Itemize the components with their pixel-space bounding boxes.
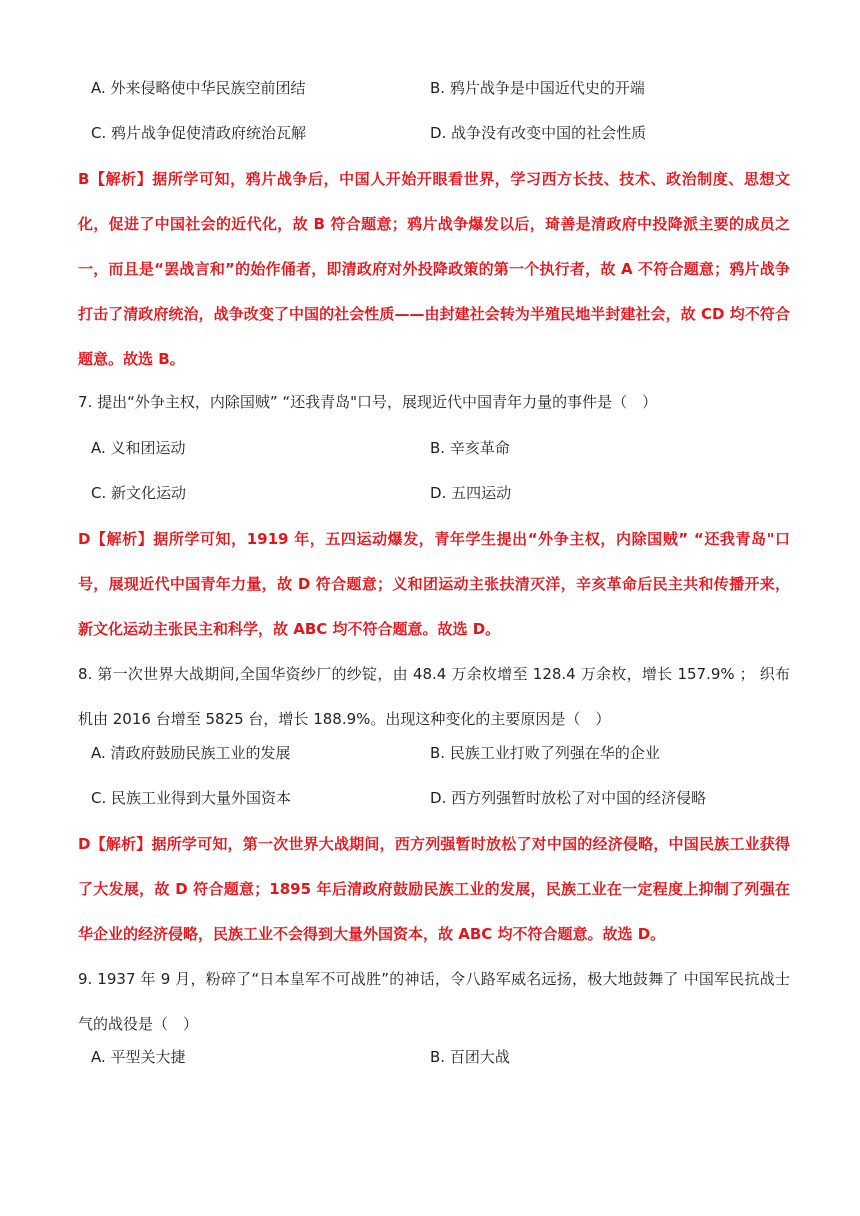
q9-stem: 9. 1937 年 9 月，粉碎了“日本皇军不可战胜”的神话，令八路军威名远扬，极大地鼓舞了 中国军民抗战士气的战役是（ ） — [78, 970, 790, 1033]
q8-option-a: A. 清政府鼓励民族工业的发展 — [91, 744, 291, 762]
q7-option-d: D. 五四运动 — [430, 484, 512, 502]
q7-option-a: A. 义和团运动 — [91, 439, 186, 457]
q6-option-a: A. 外来侵略使中华民族空前团结 — [91, 79, 306, 97]
q6-option-c: C. 鸦片战争促使清政府统治瓦解 — [91, 124, 307, 142]
q8-option-d: D. 西方列强暂时放松了对中国的经济侵略 — [430, 789, 707, 807]
q6-analysis: B【解析】据所学可知，鸦片战争后，中国人开始开眼看世界，学习西方长技、技术、政治制度、思想文化，促进了中国社会的近代化，故 B 符合题意；鸦片战争爆发以后，琦善是清政府中投降派主要的成员之一，而且是“罢战言和”的始作俑者，即清政府对外投降政策的第一个执行者，故 A 不符合题意；鸦片战争打击了清政府统治，战争改变了中国的社会性质——由封建社会转为半殖民地半封建社会，故 CD 均不符合题意。故选 B。 — [78, 170, 790, 368]
q8-stem: 8. 第一次世界大战期间,全国华资纱厂的纱锭，由 48.4 万余枚增至 128.4 万余枚，增长 157.9% ； 织布机由 2016 台增至 5825 台，增长 188.9%。出现这种变化的主要原因是（ ） — [78, 665, 790, 728]
q7-option-b: B. 辛亥革命 — [430, 439, 510, 457]
q7-stem: 7. 提出“外争主权，内除国贼” “还我青岛"口号，展现近代中国青年力量的事件是（ ） — [78, 393, 658, 411]
q6-option-b: B. 鸦片战争是中国近代史的开端 — [430, 79, 645, 97]
q8-option-c: C. 民族工业得到大量外国资本 — [91, 789, 292, 807]
q7-option-c: C. 新文化运动 — [91, 484, 187, 502]
q9-option-a: A. 平型关大捷 — [91, 1048, 186, 1066]
q7-analysis: D【解析】据所学可知，1919 年，五四运动爆发，青年学生提出“外争主权，内除国贼” “还我青岛"口号，展现近代中国青年力量，故 D 符合题意；义和团运动主张扶清灭洋，辛亥革命后民主共和传播开来，新文化运动主张民主和科学，故 ABC 均不符合题意。故选 D。 — [78, 530, 790, 638]
q9-option-b: B. 百团大战 — [430, 1048, 510, 1066]
q8-analysis: D【解析】据所学可知，第一次世界大战期间，西方列强暂时放松了对中国的经济侵略，中国民族工业获得了大发展，故 D 符合题意；1895 年后清政府鼓励民族工业的发展，民族工业在一定程度上抑制了列强在华企业的经济侵略，民族工业不会得到大量外国资本，故 ABC 均不符合题意。故选 D。 — [78, 835, 790, 943]
q6-option-d: D. 战争没有改变中国的社会性质 — [430, 124, 647, 142]
q8-option-b: B. 民族工业打败了列强在华的企业 — [430, 744, 660, 762]
